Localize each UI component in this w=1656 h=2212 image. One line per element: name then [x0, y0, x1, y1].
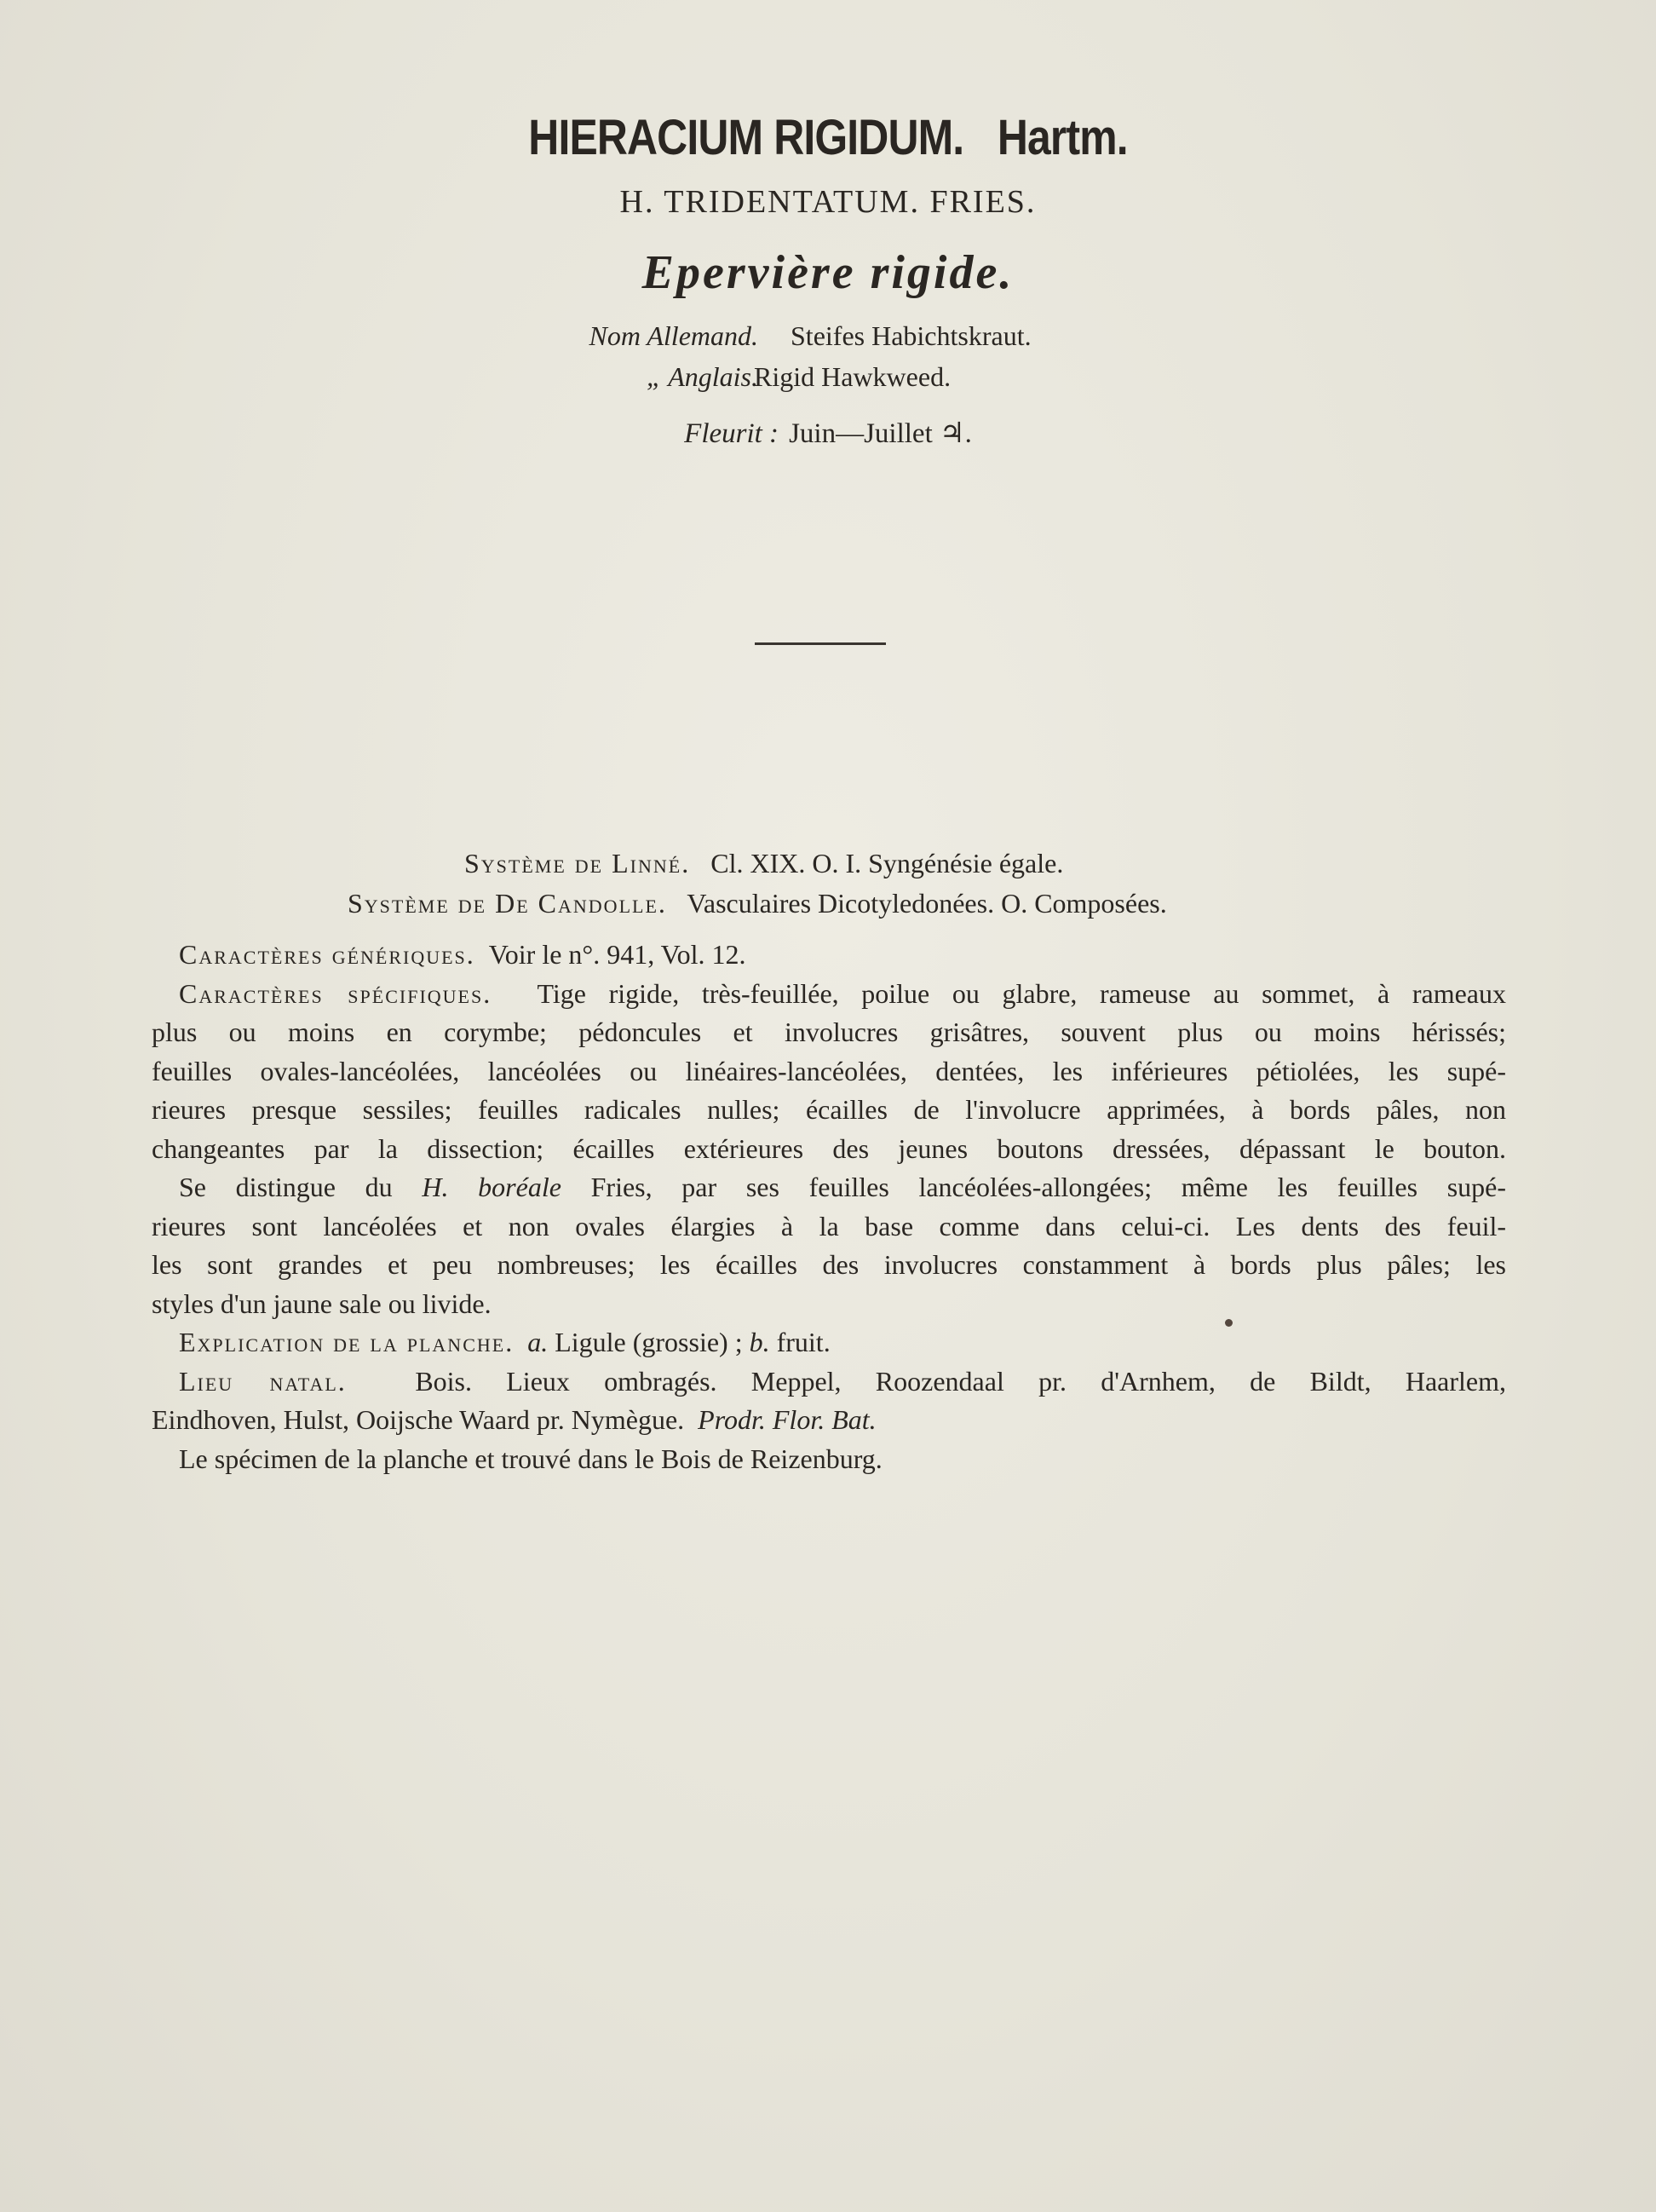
prodromus-reference: Prodr. Flor. Bat.	[698, 1404, 877, 1435]
specimen-note: Le spécimen de la planche et trouvé dans le Bois de Reizenburg.	[179, 1443, 883, 1474]
generic-label: Caractères génériques.	[179, 939, 475, 970]
system-candolle-label: Système de De Candolle.	[348, 888, 667, 919]
paper-speck	[1225, 1319, 1233, 1327]
specific-label: Caractères spécifiques.	[179, 977, 492, 1009]
flowering-value: Juin—Juillet ♃.	[789, 418, 972, 449]
common-name-label: Nom Allemand.	[589, 320, 758, 351]
species-title	[116, 109, 1540, 166]
distinguish-line: rieures sont lancéolées et non ovales élargies à la base comme dans celui-ci. Les dents des feuil-	[152, 1210, 1506, 1241]
synonym: H. TRIDENTATUM. FRIES.	[619, 184, 1037, 220]
flowering-period	[0, 416, 1656, 450]
common-name-value: Steifes Habichtskraut.	[791, 320, 1032, 351]
system-candolle-value: Vasculaires Dicotyledonées. O. Composées.	[687, 888, 1167, 919]
system-candolle	[348, 884, 1167, 924]
flowering-label: Fleurit :	[684, 418, 779, 449]
species-reference: H. boréale	[422, 1172, 561, 1202]
specific-line: plus ou moins en corymbe; pédoncules et involucres grisâtres, souvent plus ou moins hérissés;	[152, 1017, 1506, 1047]
plate-label: Explication de la planche.	[179, 1327, 515, 1357]
distinguish-line: styles d'un jaune sale ou livide.	[152, 1287, 492, 1319]
specific-line: rieures presque sessiles; feuilles radicales nulles; écailles de l'involucre apprimées, à bords pâles, non	[152, 1094, 1506, 1125]
species-name: HIERACIUM RIGIDUM.	[528, 110, 964, 165]
specific-line: changeantes par la dissection; écailles extérieures des jeunes boutons dressées, dépassant le bouton.	[152, 1132, 1506, 1164]
plate-explanation: Explication de la planche. a. Ligule (grossie) ; b. fruit.	[179, 1327, 831, 1357]
native-label: Lieu natal.	[179, 1365, 347, 1397]
generic-characters	[152, 936, 1506, 975]
system-linne-label: Système de Linné.	[464, 848, 691, 878]
system-linne-value: Cl. XIX. O. I. Syngénésie égale.	[710, 848, 1064, 878]
common-name-label: „ Anglais.	[647, 361, 758, 392]
native-location: Lieu natal. Bois. Lieux ombragés. Meppel, Roozendaal pr. d'Arnhem, de Bildt, Haarlem,	[179, 1365, 1507, 1397]
distinguish-line: Se distingue du H. boréale Fries, par ses feuilles lancéolées-allongées; même les feuilles supé-	[179, 1172, 1507, 1202]
generic-text: Voir le n°. 941, Vol. 12.	[488, 939, 746, 970]
species-author: Hartm.	[997, 110, 1128, 165]
native-location: Eindhoven, Hulst, Ooijsche Waard pr. Nymègue. Prodr. Flor. Bat.	[152, 1404, 877, 1435]
divider-rule	[755, 642, 886, 645]
french-name: Epervière rigide.	[641, 246, 1015, 299]
description-body	[152, 936, 1506, 1478]
specific-line: Caractères spécifiques. Tige rigide, très-feuillée, poilue ou glabre, rameuse au sommet, à rameaux	[179, 977, 1507, 1009]
distinguish-line: les sont grandes et peu nombreuses; les écailles des involucres constamment à bords plus pâles; les	[152, 1249, 1506, 1280]
common-name-value: Rigid Hawkweed.	[754, 361, 952, 392]
specific-line: feuilles ovales-lancéolées, lancéolées ou linéaires-lancéolées, dentées, les inférieures pétiolées, les supé-	[152, 1055, 1506, 1086]
system-linne	[464, 844, 1063, 884]
